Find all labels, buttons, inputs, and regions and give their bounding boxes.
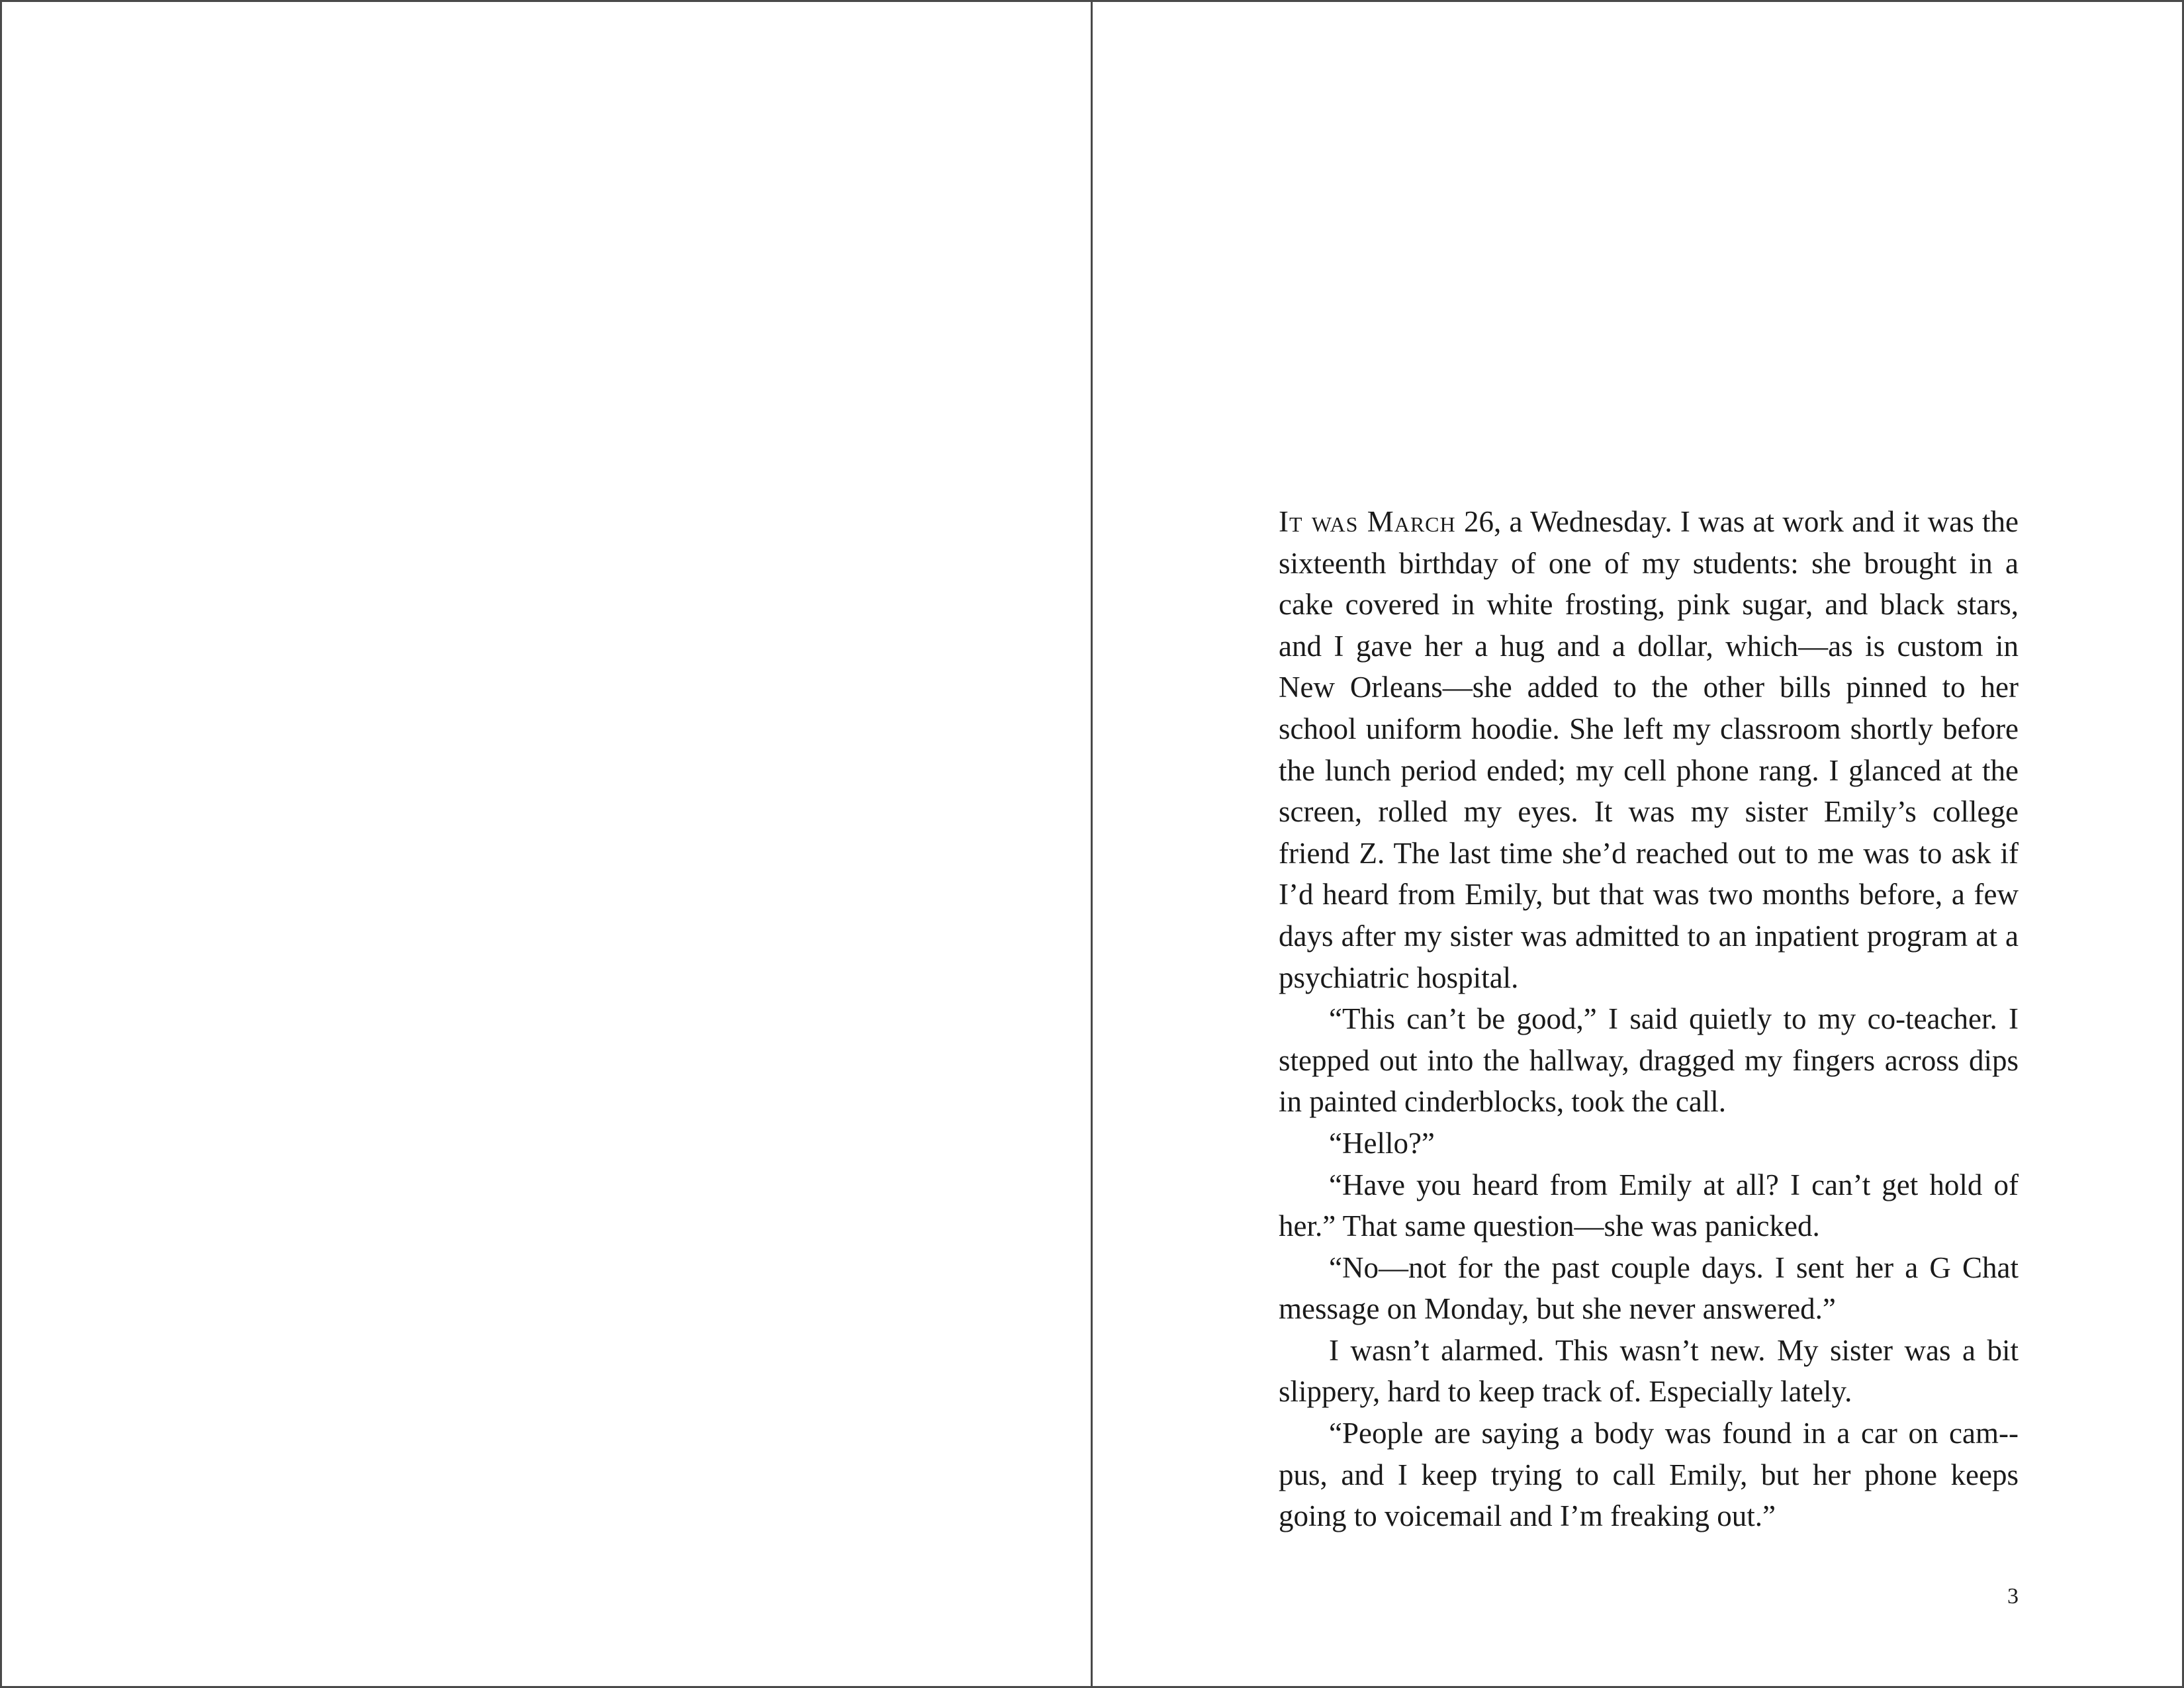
paragraph: “Hello?” — [1329, 1126, 1435, 1160]
left-page-blank — [0, 0, 1091, 1688]
page-number: 3 — [2007, 1584, 2019, 1609]
opening-small-caps: It was March — [1279, 505, 1456, 538]
chapter-text — [1279, 501, 2019, 1537]
paragraph: “No—not for the past couple days. I sent her a G Chat message on Monday, but she never answered.” — [1279, 1250, 2019, 1326]
paragraph: “This can’t be good,” I said quietly to my co-teacher. I stepped out into the hallway, dragged my fingers across dips in painted cinderblocks, took the call. — [1279, 1002, 2019, 1119]
paragraph: “Have you heard from Emily at all? I can’t get hold of her.” That same question—she was panicked. — [1279, 1168, 2019, 1243]
paragraph: I wasn’t alarmed. This wasn’t new. My sister was a bit slippery, hard to keep track of. Especially lately. — [1279, 1333, 2019, 1409]
paragraph: “People are saying a body was found in a car on cam-pus, and I keep trying to call Emily, but her phone keeps going to voicemail and I’m freaking out.” — [1279, 1417, 2019, 1533]
opening-rest: 26, a Wednesday. I was at work and it was the sixteenth birthday of one of my students: she brought in a cake covered in white frosting, pink sugar, and black stars, and I gave her a hug and a dollar, which—as is custom in New Orleans—she added to the other bills pinned to her school uniform hoodie. She left my classroom shortly before the lunch period ended; my cell phone rang. I glanced at the screen, rolled my eyes. It was my sister Emily’s college friend Z. The last time she’d reached out to me was to ask if I’d heard from Emily, but that was two months before, a few days after my sister was admitted to an inpatient program at a psychiatric hospital. — [1279, 505, 2019, 994]
opening-paragraph — [1279, 501, 2019, 998]
